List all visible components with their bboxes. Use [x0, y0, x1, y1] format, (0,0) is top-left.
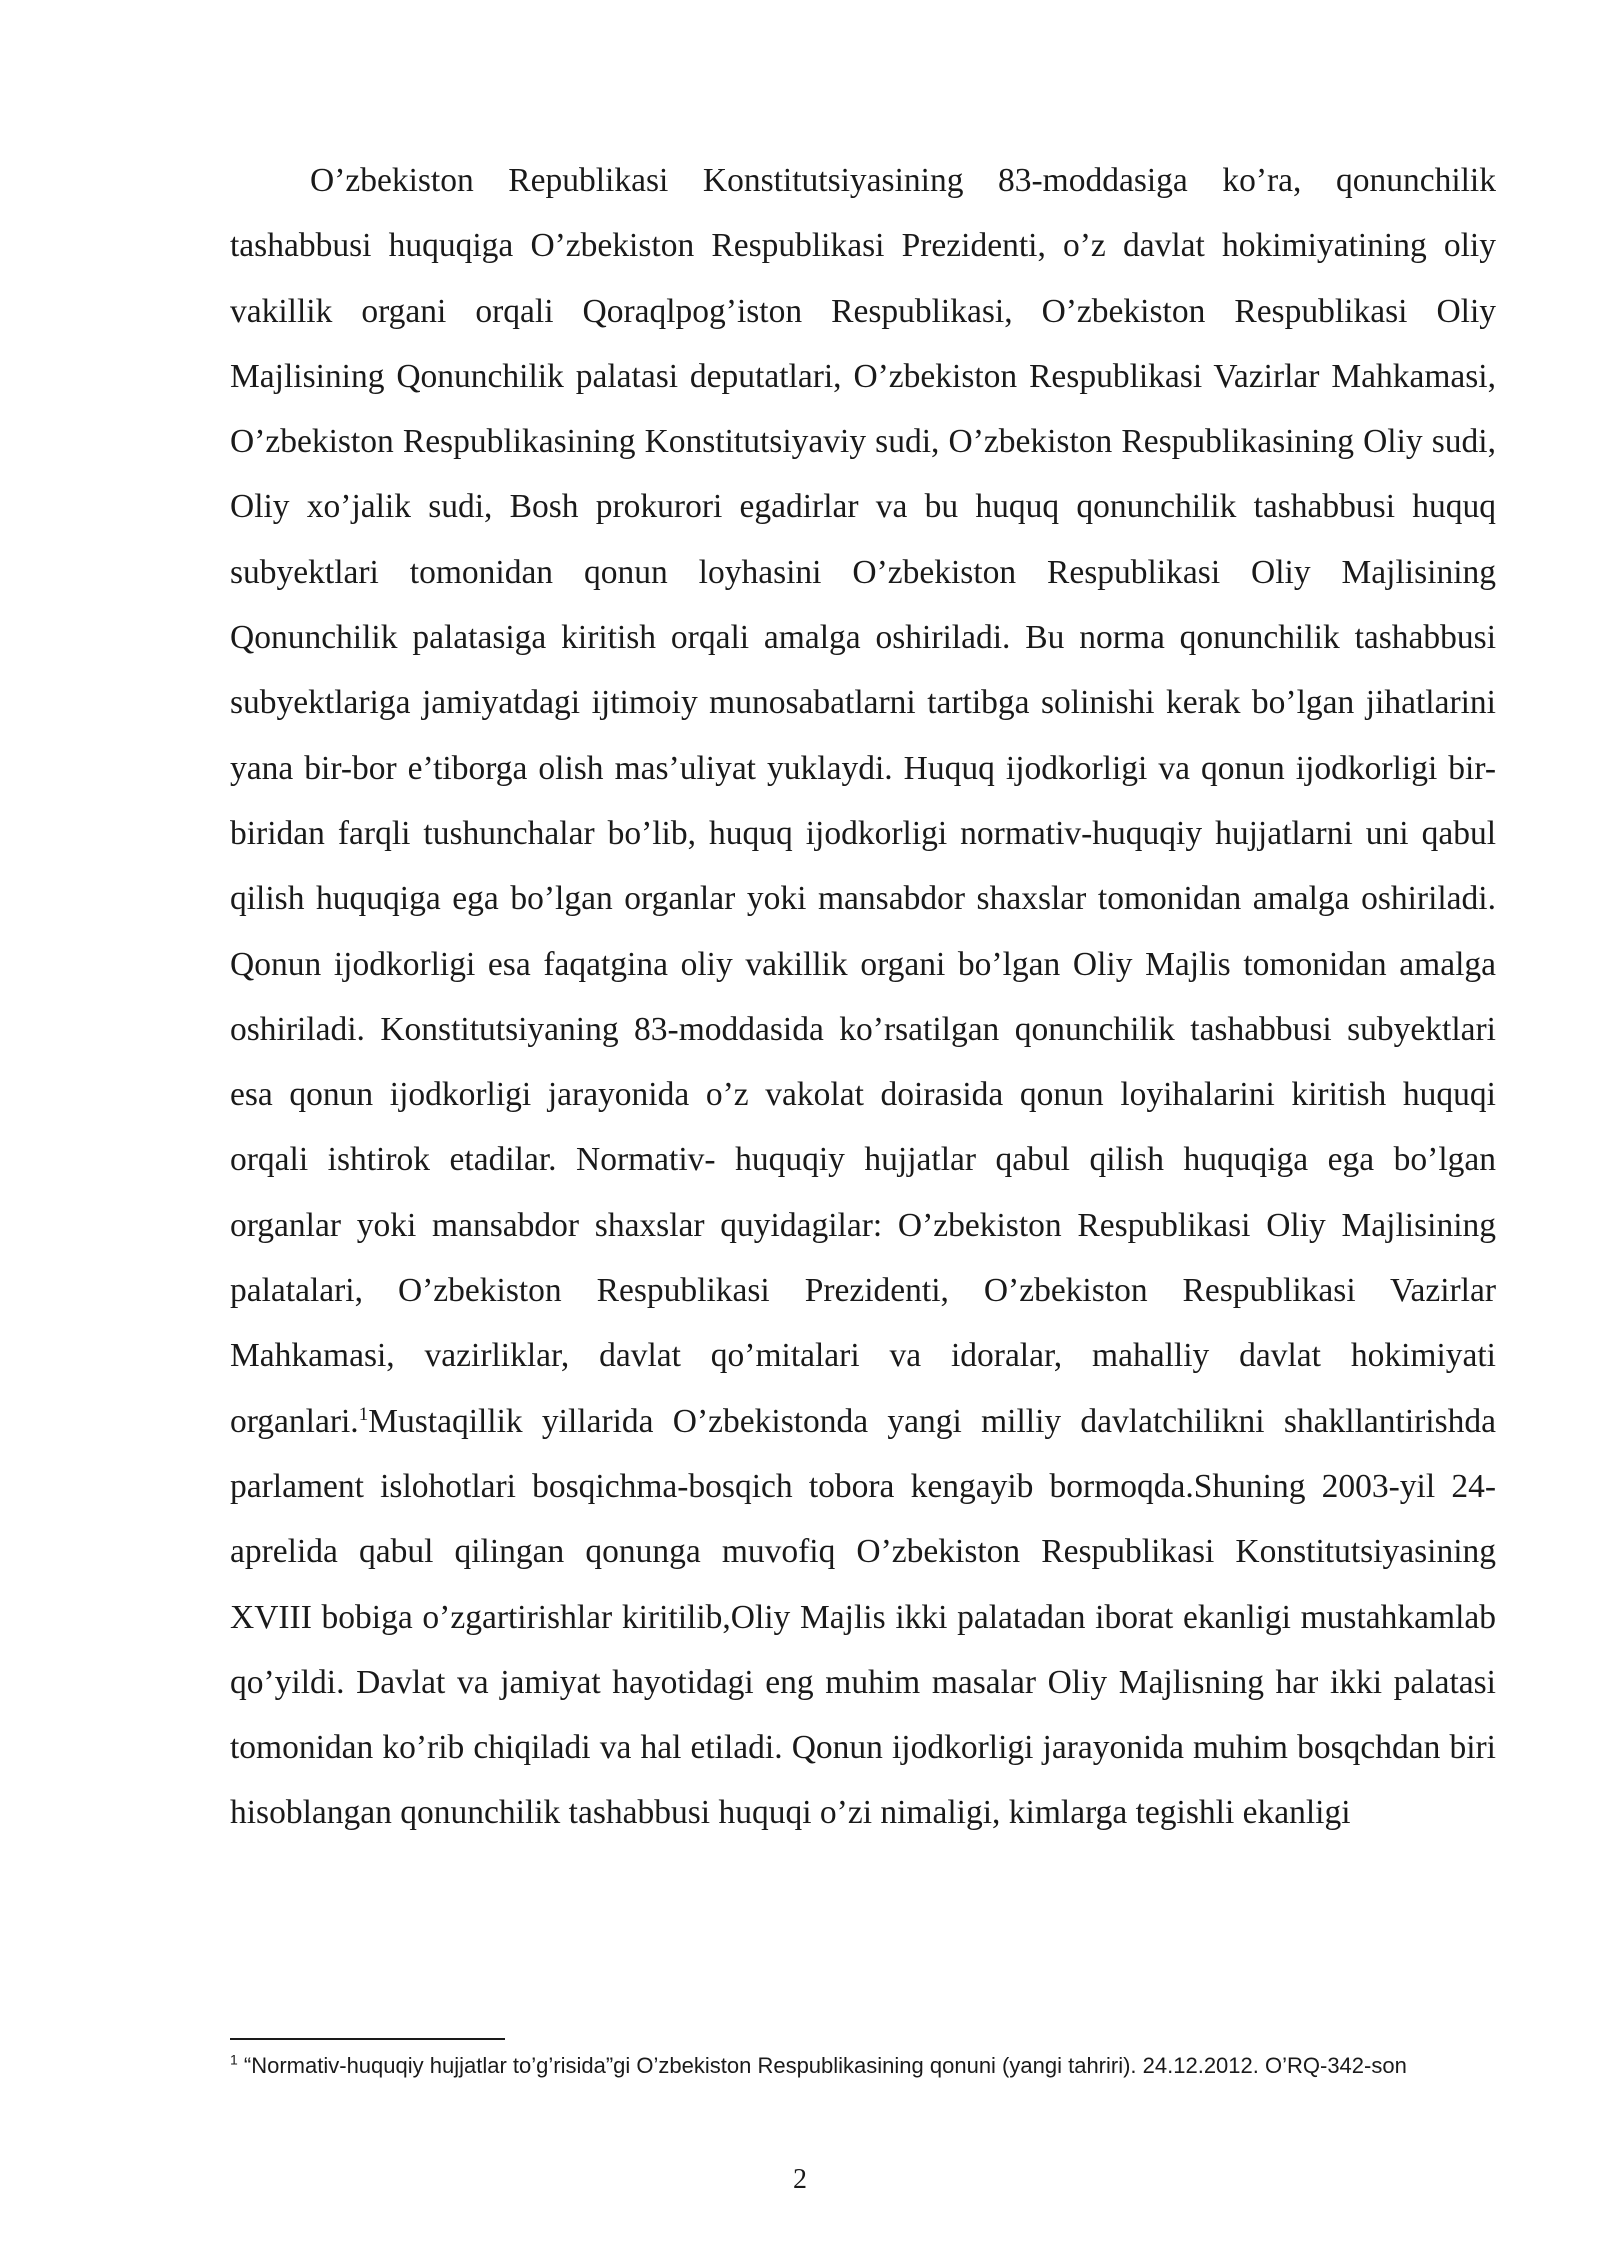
paragraph-text-part2: Mustaqillik yillarida O’zbekistonda yangi milliy davlatchilikni shakllantirishda parlament islohotlari bosqichma-bosqich tobora kengayib bormoqda.Shuning 2003-yil 24- aprelida qabul qilingan qonunga muvofiq O’zbekiston Respublikasi Konstitutsiyasining XVIII bobiga o’zgartirishlar kiritilib,Oliy Majlis ikki palatadan iborat ekanligi mustahkamlab qo’yildi. Davlat va jamiyat hayotidagi eng muhim masalar Oliy Majlisning har ikki palatasi tomonidan ko’rib chiqiladi va hal etiladi. Qonun ijodkorligi jarayonida muhim bosqchdan biri hisoblangan qonunchilik tashabbusi huquqi o’zi nimaligi, kimlarga tegishli ekanligi	[230, 1402, 1496, 1832]
body-paragraph	[230, 148, 1496, 1846]
document-page	[230, 148, 1496, 1846]
footnote-separator	[230, 2038, 505, 2040]
footnote-text: “Normativ-huquqiy hujjatlar to’g’risida”gi O’zbekiston Respublikasining qonuni (yangi tahriri). 24.12.2012. O’RQ-342-son	[237, 2053, 1407, 2078]
footnote	[230, 2050, 1496, 2082]
footnote-number: 1	[230, 2051, 238, 2068]
paragraph-text-part1: O’zbekiston Republikasi Konstitutsiyasining 83-moddasiga ko’ra, qonunchilik tashabbusi huquqiga O’zbekiston Respublikasi Prezidenti, o’z davlat hokimiyatining oliy vakillik organi orqali Qoraqlpog’iston Respublikasi, O’zbekiston Respublikasi Oliy Majlisining Qonunchilik palatasi deputatlari, O’zbekiston Respublikasi Vazirlar Mahkamasi, O’zbekiston Respublikasining Konstitutsiyaviy sudi, O’zbekiston Respublikasining Oliy sudi, Oliy xo’jalik sudi, Bosh prokurori egadirlar va bu huquq qonunchilik tashabbusi huquq subyektlari tomonidan qonun loyhasini O’zbekiston Respublikasi Oliy Majlisining Qonunchilik palatasiga kiritish orqali amalga oshiriladi. Bu norma qonunchilik tashabbusi subyektlariga jamiyatdagi ijtimoiy munosabatlarni tartibga solinishi kerak bo’lgan jihatlarini yana bir-bor e’tiborga olish mas’uliyat yuklaydi. Huquq ijodkorligi va qonun ijodkorligi bir-biridan farqli tushunchalar bo’lib, huquq ijodkorligi normativ-huquqiy hujjatlarni uni qabul qilish huquqiga ega bo’lgan organlar yoki mansabdor shaxslar tomonidan amalga oshiriladi. Qonun ijodkorligi esa faqatgina oliy vakillik organi bo’lgan Oliy Majlis tomonidan amalga oshiriladi. Konstitutsiyaning 83-moddasida ko’rsatilgan qonunchilik tashabbusi subyektlari esa qonun ijodkorligi jarayonida o’z vakolat doirasida qonun loyihalarini kiritish huquqi orqali ishtirok etadilar. Normativ- huquqiy hujjatlar qabul qilish huquqiga ega bo’lgan organlar yoki mansabdor shaxslar quyidagilar: O’zbekiston Respublikasi Oliy Majlisining palatalari, O’zbekiston Respublikasi Prezidenti, O’zbekiston Respublikasi Vazirlar Mahkamasi, vazirliklar, davlat qo’mitalari va idoralar, mahalliy davlat hokimiyati organlari.	[230, 162, 1496, 1440]
footnote-reference[interactable]: 1	[358, 1403, 369, 1425]
page-number: 2	[793, 2164, 807, 2195]
